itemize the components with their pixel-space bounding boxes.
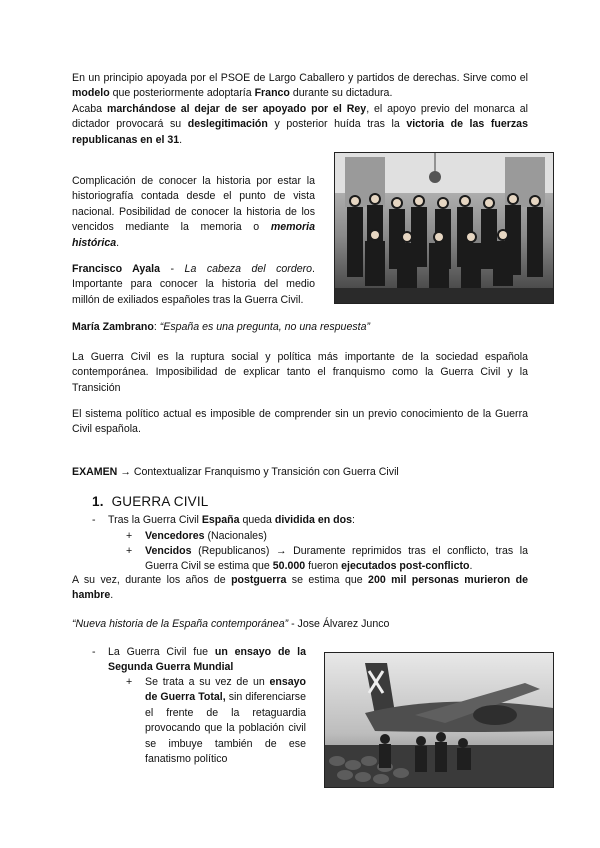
group-portrait-photo [334, 152, 554, 304]
sub-item-vencedores: Vencedores (Nacionales) [145, 530, 267, 542]
intro-paragraph: En un principio apoyada por el PSOE de Largo Caballero y partidos de derechas. Sirve como el modelo que posteriormente adoptaría Franco durante su dictadura. Acaba marchándose al dejar de ser apoyado por el Rey, el apoyo previo del monarca al dictador provocará su deslegitimación y posterior huída tras la victoria de las fuerzas republicanas en el 31. [72, 72, 528, 146]
list-item-divided: Tras la Guerra Civil España queda dividida en dos: [108, 514, 355, 526]
military-aircraft-photo [324, 652, 554, 788]
guerra-paragraph-1: La Guerra Civil es la ruptura social y política más importante de la sociedad española contemporánea. Imposibilidad de explicar tanto el franquismo como la Guerra Civil y la Transición [72, 351, 528, 394]
examen-line: EXAMEN → Contextualizar Franquismo y Transición con Guerra Civil [72, 466, 399, 478]
sub-item-guerra-total: Se trata a su vez de un ensayo de Guerra Total, sin diferenciarse el frente de la retaguardia provocando que la población civil se imbuye también de ese fanatismo político [145, 676, 306, 766]
sub-bullet: + [126, 676, 133, 688]
nueva-historia-reference: “Nueva historia de la España contemporánea” - Jose Álvarez Junco [72, 618, 390, 630]
sub-bullet: + [126, 545, 133, 557]
zambrano-quote: María Zambrano: “España es una pregunta, no una respuesta” [72, 321, 370, 333]
section-heading: 1. GUERRA CIVIL [92, 494, 209, 509]
postguerra-paragraph: A su vez, durante los años de postguerra se estima que 200 mil personas murieron de hambre. [72, 574, 528, 602]
list-item-ensayo: La Guerra Civil fue un ensayo de la Segunda Guerra Mundial [108, 646, 306, 674]
ayala-paragraph: Francisco Ayala - La cabeza del cordero. Importante para conocer la historia del medio millón de exiliados españoles tras la Guerra Civil. [72, 263, 315, 306]
list-dash: - [92, 514, 96, 526]
list-dash: - [92, 646, 96, 658]
sub-item-vencidos: Vencidos (Republicanos) → Duramente reprimidos tras el conflicto, tras la Guerra Civil se estima que 50.000 fueron ejecutados post-conflicto. [145, 545, 528, 573]
guerra-paragraph-2: El sistema político actual es imposible de comprender sin un previo conocimiento de la Guerra Civil española. [72, 408, 528, 436]
sub-bullet: + [126, 530, 133, 542]
history-paragraph: Complicación de conocer la historia por estar la historiografía contada desde el punto de vista nacional. Posibilidad de conocer la historia de los vencidos mediante la memoria o memoria histórica. [72, 175, 315, 249]
